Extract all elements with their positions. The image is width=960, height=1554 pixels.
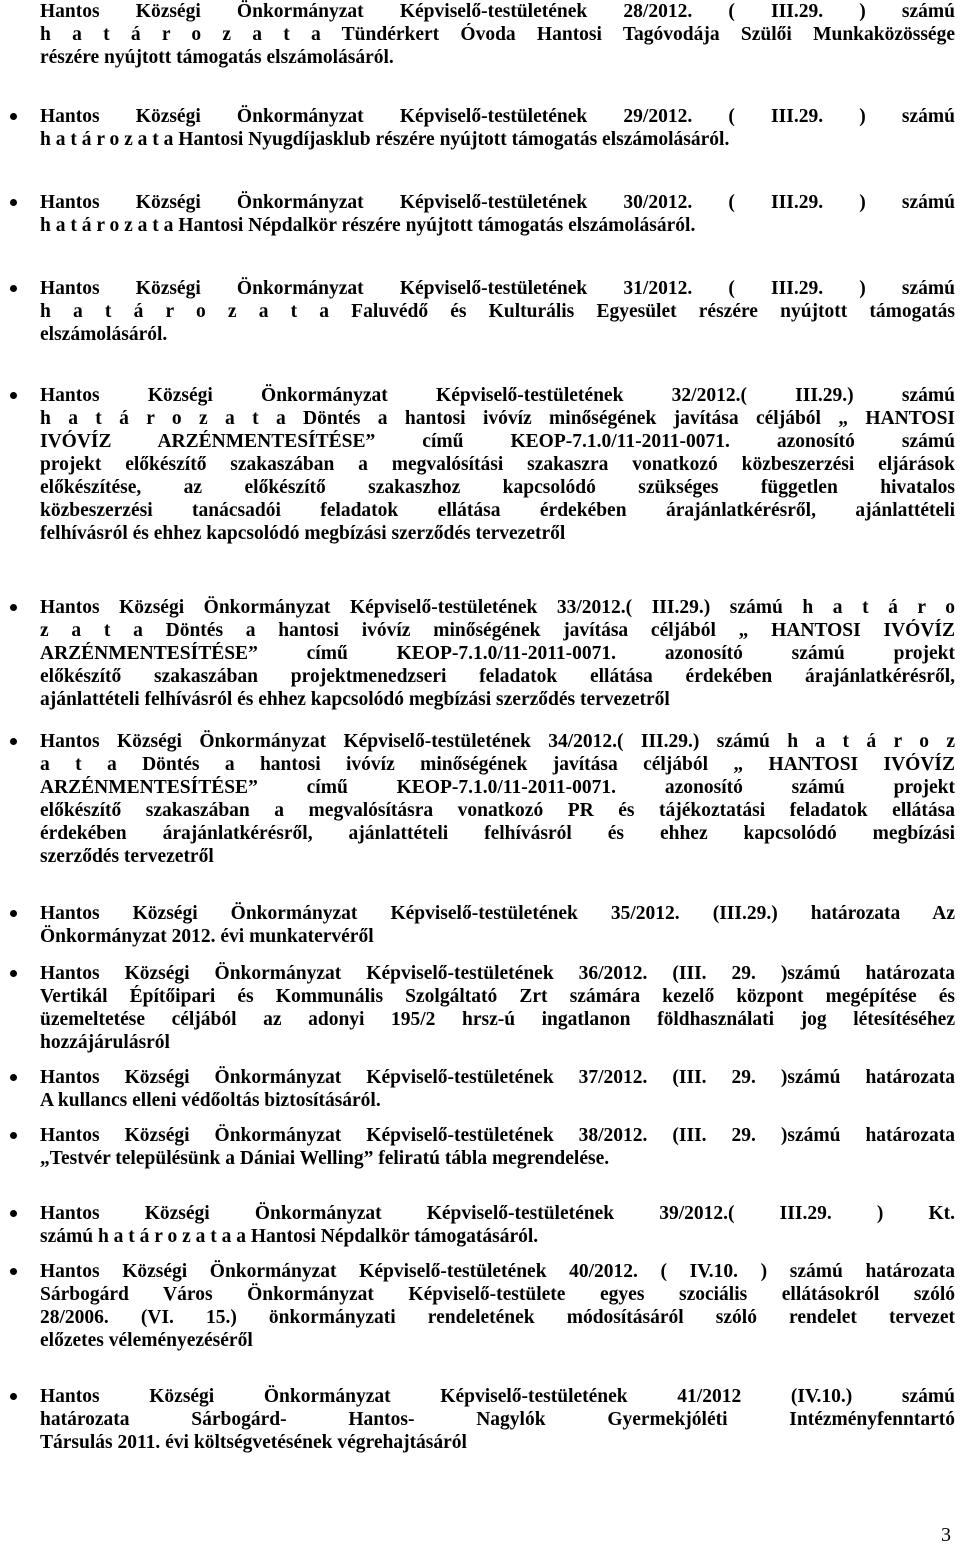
text-line: Vertikál Építőipari és Kommunális Szolgáltató Zrt számára kezelő központ megépítése és (40, 986, 955, 1007)
text-line: Hantos Községi Önkormányzat Képviselő-testületének 39/2012.( III.29. ) Kt. (40, 1203, 955, 1224)
text-line: felhívásról és ehhez kapcsolódó megbízási szerződés tervezetről (40, 523, 566, 544)
page-number: 3 (941, 1524, 951, 1546)
text-line: előzetes véleményezéséről (40, 1330, 253, 1351)
text-line: Hantos Községi Önkormányzat Képviselő-testületének 35/2012. (III.29.) határozata Az (40, 903, 955, 924)
text-line: a t a Döntés a hantosi ivóvíz minőségének javítása céljából „ HANTOSI IVÓVÍZ (40, 754, 955, 775)
bullet-icon (10, 970, 17, 977)
text-line: Hantos Községi Önkormányzat Képviselő-testületének 33/2012.( III.29.) számú h a t á r o (40, 597, 955, 618)
text-line: Sárbogárd Város Önkormányzat Képviselő-testülete egyes szociális ellátásokról szóló (40, 1284, 955, 1305)
bullet-icon (10, 910, 17, 917)
resolution-text (40, 1260, 955, 1352)
text-line: h a t á r o z a t a Döntés a hantosi ivóvíz minőségének javítása céljából „ HANTOSI (40, 408, 955, 429)
bullet-icon (10, 1074, 17, 1081)
bullet-icon (10, 285, 17, 292)
text-line: IVÓVÍZ ARZÉNMENTESÍTÉSE” című KEOP-7.1.0/11-2011-0071. azonosító számú (40, 431, 955, 452)
bullet-icon (10, 604, 17, 611)
text-line: h a t á r o z a t a Tündérkert Óvoda Hantosi Tagóvodája Szülői Munkaközössége (40, 24, 955, 45)
text-line: Hantos Községi Önkormányzat Képviselő-testületének 31/2012. ( III.29. ) számú (40, 278, 955, 299)
text-line: ajánlattételi felhívásról és ehhez kapcsolódó megbízási szerződés tervezetről (40, 689, 670, 710)
resolution-text (40, 730, 955, 868)
text-line: érdekében árajánlatkérésről, ajánlattételi felhívásról és ehhez kapcsolódó megbízási (40, 823, 955, 844)
text-line: „Testvér településünk a Dániai Welling” feliratú tábla megrendelése. (40, 1148, 610, 1169)
text-line: Hantos Községi Önkormányzat Képviselő-testületének 40/2012. ( IV.10. ) számú határozata (40, 1261, 955, 1282)
text-line: hozzájárulásról (40, 1032, 170, 1053)
bullet-icon (10, 392, 17, 399)
resolution-text (40, 1066, 955, 1112)
bullet-icon (10, 199, 17, 206)
resolution-text (40, 0, 955, 69)
resolution-text (40, 1385, 955, 1454)
text-line: előkészítő szakaszában projektmenedzseri feladatok ellátása érdekében árajánlatkérésről, (40, 666, 955, 687)
text-line: h a t á r o z a t a Faluvédő és Kulturális Egyesület részére nyújtott támogatás (40, 301, 955, 322)
text-line: Hantos Községi Önkormányzat Képviselő-testületének 32/2012.( III.29.) számú (40, 385, 955, 406)
resolution-text (40, 384, 955, 545)
resolution-text (40, 1124, 955, 1170)
text-line: Hantos Községi Önkormányzat Képviselő-testületének 30/2012. ( III.29. ) számú (40, 192, 955, 213)
resolution-text (40, 962, 955, 1054)
text-line: Társulás 2011. évi költségvetésének végrehajtásáról (40, 1432, 467, 1453)
text-line: projekt előkészítő szakaszában a megvalósítási szakaszra vonatkozó közbeszerzési eljárások (40, 454, 955, 475)
resolution-text (40, 902, 955, 948)
text-line: ARZÉNMENTESÍTÉSE” című KEOP-7.1.0/11-2011-0071. azonosító számú projekt (40, 643, 955, 664)
text-line: részére nyújtott támogatás elszámolásáról. (40, 47, 394, 68)
resolution-text (40, 596, 955, 711)
resolution-text (40, 277, 955, 346)
text-line: előkészítése, az előkészítő szakaszhoz kapcsolódó szükséges független hivatalos (40, 477, 955, 498)
text-line: Hantos Községi Önkormányzat Képviselő-testületének 36/2012. (III. 29. )számú határozata (40, 963, 955, 984)
text-line: ARZÉNMENTESÍTÉSE” című KEOP-7.1.0/11-2011-0071. azonosító számú projekt (40, 777, 955, 798)
text-line: Hantos Községi Önkormányzat Képviselő-testületének 29/2012. ( III.29. ) számú (40, 106, 955, 127)
text-line: előkészítő szakaszában a megvalósításra vonatkozó PR és tájékoztatási feladatok ellátása (40, 800, 955, 821)
resolution-text (40, 1202, 955, 1248)
bullet-icon (10, 1132, 17, 1139)
text-line: közbeszerzési tanácsadói feladatok ellátása érdekében árajánlatkérésről, ajánlattételi (40, 500, 955, 521)
text-line: A kullancs elleni védőoltás biztosításáról. (40, 1090, 381, 1111)
bullet-icon (10, 1210, 17, 1217)
text-line: Hantos Községi Önkormányzat Képviselő-testületének 28/2012. ( III.29. ) számú (40, 1, 955, 22)
bullet-icon (10, 1393, 17, 1400)
text-line: Hantos Községi Önkormányzat Képviselő-testületének 34/2012.( III.29.) számú h a t á r o z (40, 731, 955, 752)
resolution-text (40, 191, 955, 237)
text-line: h a t á r o z a t a Hantosi Nyugdíjasklub részére nyújtott támogatás elszámolásáról. (40, 129, 730, 150)
text-line: Önkormányzat 2012. évi munkatervéről (40, 926, 374, 947)
bullet-icon (10, 113, 17, 120)
bullet-icon (10, 738, 17, 745)
text-line: z a t a Döntés a hantosi ivóvíz minőségének javítása céljából „ HANTOSI IVÓVÍZ (40, 620, 955, 641)
text-line: határozata Sárbogárd- Hantos- Nagylók Gyermekjóléti Intézményfenntartó (40, 1409, 955, 1430)
text-line: üzemeltetése céljából az adonyi 195/2 hrsz-ú ingatlanon földhasználati jog létesítéséhez (40, 1009, 955, 1030)
text-line: számú h a t á r o z a t a a Hantosi Népdalkör támogatásáról. (40, 1226, 539, 1247)
text-line: 28/2006. (VI. 15.) önkormányzati rendeletének módosításáról szóló rendelet tervezet (40, 1307, 955, 1328)
text-line: h a t á r o z a t a Hantosi Népdalkör részére nyújtott támogatás elszámolásáról. (40, 215, 696, 236)
text-line: szerződés tervezetről (40, 846, 214, 867)
text-line: Hantos Községi Önkormányzat Képviselő-testületének 41/2012 (IV.10.) számú (40, 1386, 955, 1407)
bullet-icon (10, 1268, 17, 1275)
text-line: elszámolásáról. (40, 324, 168, 345)
text-line: Hantos Községi Önkormányzat Képviselő-testületének 37/2012. (III. 29. )számú határozata (40, 1067, 955, 1088)
resolution-text (40, 105, 955, 151)
text-line: Hantos Községi Önkormányzat Képviselő-testületének 38/2012. (III. 29. )számú határozata (40, 1125, 955, 1146)
